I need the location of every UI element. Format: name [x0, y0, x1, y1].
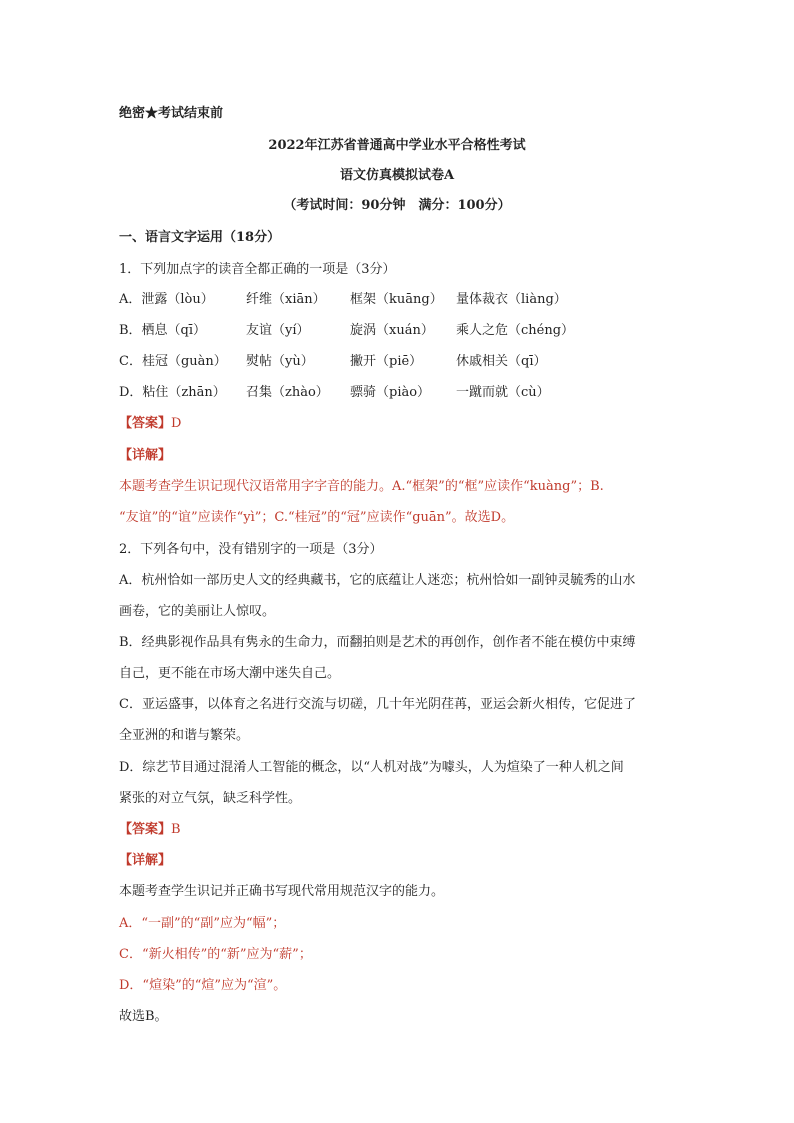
q1-option-cell: B．栖息（qī） [119, 323, 207, 338]
q2-option-line: D．综艺节目通过混淆人工智能的概念，以“人机对战”为噱头，人为煊染了一种人机之间 [119, 760, 624, 775]
q1-option-cell: 撇开（piē） [350, 354, 423, 369]
q2-option-line: B．经典影视作品具有隽永的生命力，而翻拍则是艺术的再创作，创作者不能在模仿中束缚 [119, 635, 636, 650]
q1-option-cell: 纤维（xiān） [246, 292, 326, 307]
q2-detail-label: 【详解】 [119, 853, 172, 868]
q1-option-cell: 框架（kuāng） [350, 292, 443, 307]
answer-value: B [171, 822, 181, 837]
q2-conclusion: 故选B。 [119, 1009, 168, 1024]
q2-option-line: 全亚洲的和谐与繁荣。 [119, 728, 250, 743]
q2-detail-item: C．“新火相传”的“新”应为“薪”； [119, 947, 312, 962]
q1-answer [119, 414, 181, 434]
q1-stem: 1．下列加点字的读音全都正确的一项是（3分） [119, 262, 396, 277]
exam-title: 2022年江苏省普通高中学业水平合格性考试 [268, 138, 526, 153]
q1-option-cell: 休戚相关（qī） [456, 354, 547, 369]
q1-detail-line: “友谊”的“谊”应读作“yì”；C.“桂冠”的“冠”应读作“guān”。故选D。 [119, 510, 515, 525]
exam-time-info: （考试时间：90分钟 满分：100分） [283, 198, 511, 213]
q2-detail-item: D．“煊染”的“煊”应为“渲”。 [119, 978, 287, 993]
exam-subtitle: 语文仿真模拟试卷A [339, 168, 455, 183]
q2-option-line: C．亚运盛事，以体育之名进行交流与切磋，几十年光阴荏苒，亚运会新火相传，它促进了 [119, 697, 636, 712]
q2-option-line: 自己，更不能在市场大潮中迷失自己。 [119, 666, 341, 681]
q1-option-cell: C．桂冠（guàn） [119, 354, 227, 369]
q1-option-cell: 熨帖（yù） [246, 354, 314, 369]
section-heading: 一、语言文字运用（18分） [119, 230, 281, 245]
answer-label: 【答案】 [119, 416, 172, 431]
answer-label: 【答案】 [119, 822, 172, 837]
q1-option-cell: 骠骑（piào） [350, 385, 431, 400]
q2-detail-intro: 本题考查学生识记并正确书写现代常用规范汉字的能力。 [119, 884, 445, 899]
q2-option-line: 紧张的对立气氛，缺乏科学性。 [119, 791, 302, 806]
q2-detail-item: A．“一副”的“副”应为“幅”； [119, 916, 286, 931]
q1-option-cell: 旋涡（xuán） [350, 323, 434, 338]
q1-option-cell: 友谊（yí） [246, 323, 310, 338]
answer-value: D [171, 416, 182, 431]
confidential-mark: 绝密★考试结束前 [119, 106, 224, 121]
q1-detail-line: 本题考查学生识记现代汉语常用字字音的能力。A.“框架”的“框”应读作“kuàng”；B. [119, 479, 604, 494]
q2-stem: 2．下列各句中，没有错别字的一项是（3分） [119, 542, 383, 557]
q1-option-cell: A．泄露（lòu） [119, 292, 214, 307]
q1-option-cell: 量体裁衣（liàng） [456, 292, 567, 307]
q1-option-cell: 乘人之危（chéng） [456, 323, 575, 338]
q1-option-cell: 一蹴而就（cù） [456, 385, 550, 400]
q1-detail-label: 【详解】 [119, 448, 172, 463]
q2-answer [119, 820, 181, 840]
q1-option-cell: D．粘住（zhān） [119, 385, 226, 400]
q2-option-line: A．杭州恰如一部历史人文的经典藏书，它的底蕴让人迷恋；杭州恰如一副钟灵毓秀的山水 [119, 573, 636, 588]
q1-option-cell: 召集（zhào） [246, 385, 329, 400]
q2-option-line: 画卷，它的美丽让人惊叹。 [119, 604, 276, 619]
